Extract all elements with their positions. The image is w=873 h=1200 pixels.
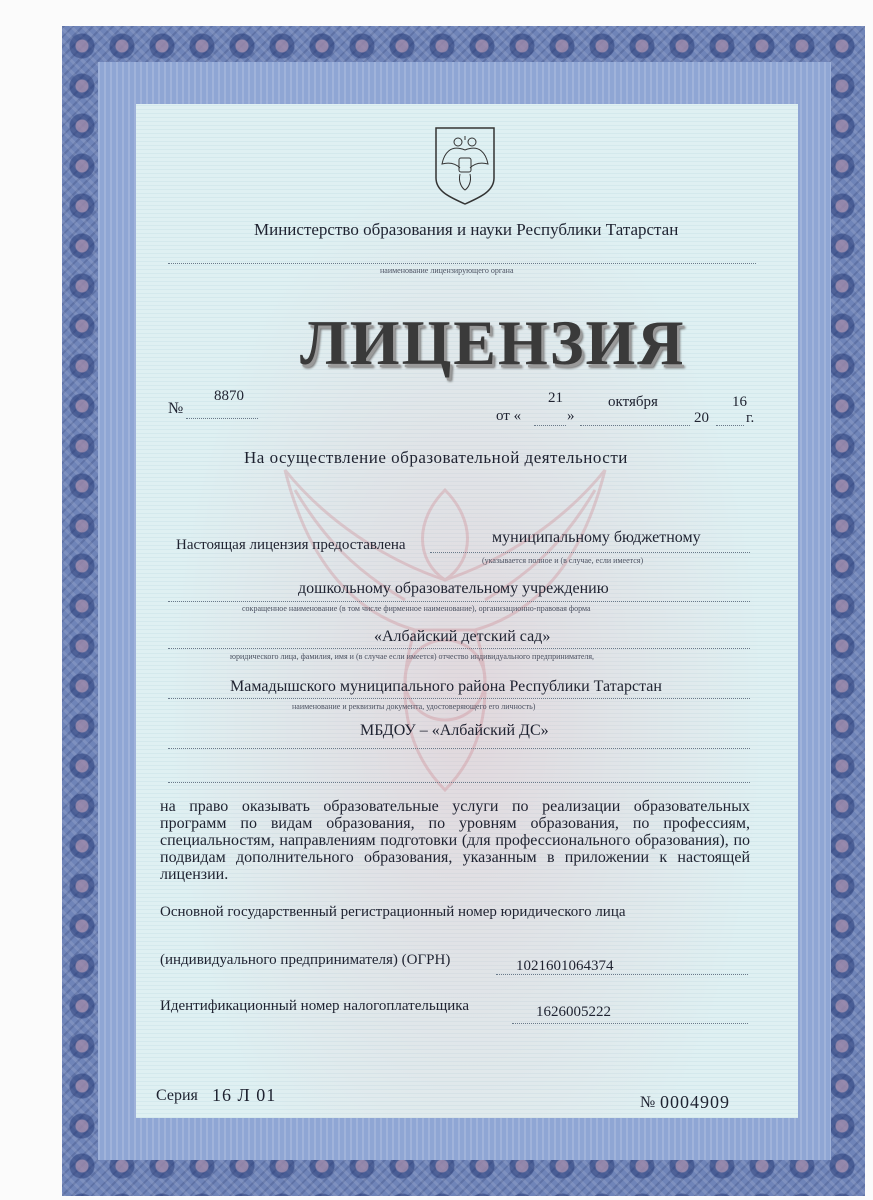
ogrn-value: 1021601064374	[516, 958, 614, 974]
date-century: 20	[694, 410, 709, 426]
rights-text: на право оказывать образовательные услуги по реализации образовательных программ по видам образования, по уровням образования, по профессиям, специальностям, направлениям подготовки (для профессионального образования), по подвидам дополнительного образования, указанным в приложении к настоящей лицензии.	[160, 798, 750, 883]
blank-number-value: 0004909	[660, 1092, 730, 1112]
licensee-caption-4: наименование и реквизиты документа, удостоверяющего его личность)	[292, 702, 536, 711]
ministry-name: Министерство образования и науки Республики Татарстан	[254, 220, 679, 239]
licensee-line-1: муниципальному бюджетному	[492, 529, 701, 546]
licensee-line-3: «Албайский детский сад»	[374, 628, 551, 645]
licensee-underline-4	[168, 698, 750, 699]
inn-value: 1626005222	[536, 1004, 611, 1020]
inn-underline	[512, 1023, 748, 1024]
date-close-quote: »	[567, 408, 575, 424]
licensee-caption-2: сокращенное наименование (в том числе фирменное наименование), организационно-правовая форма	[242, 604, 591, 613]
ogrn-underline	[496, 974, 748, 975]
coat-of-arms-icon	[432, 124, 498, 206]
license-subject: На осуществление образовательной деятельности	[244, 448, 628, 467]
blank-number-label: №	[640, 1094, 656, 1111]
date-day: 21	[548, 390, 563, 406]
ministry-caption: наименование лицензирующего органа	[380, 266, 514, 275]
date-day-underline	[534, 425, 566, 426]
ogrn-label-line-1: Основной государственный регистрационный номер юридического лица	[160, 904, 626, 920]
date-year-underline	[716, 425, 744, 426]
licensee-line-4: Мамадышского муниципального района Республики Татарстан	[230, 678, 662, 695]
licensee-line-5: МБДОУ – «Албайский ДС»	[360, 722, 549, 739]
number-label: №	[168, 400, 184, 417]
licensee-underline-2	[168, 601, 750, 602]
inn-label: Идентификационный номер налогоплательщика	[160, 998, 470, 1014]
licensee-caption-3: юридического лица, фамилия, имя и (в случае если имеется) отчество индивидуального предпринимателя,	[230, 652, 595, 661]
ogrn-label-line-2: (индивидуального предпринимателя) (ОГРН)	[160, 952, 451, 968]
license-number: 8870	[214, 388, 244, 404]
number-underline	[186, 418, 258, 419]
licensee-underline-1	[430, 552, 750, 553]
ministry-underline	[168, 263, 756, 264]
date-month-underline	[580, 425, 690, 426]
licensee-underline-3	[168, 648, 750, 649]
date-suffix: г.	[746, 410, 755, 426]
document-title: ЛИЦЕНЗИЯ	[300, 307, 686, 378]
series-label: Серия	[156, 1087, 198, 1104]
granted-label: Настоящая лицензия предоставлена	[176, 537, 406, 553]
licensee-caption-1: (указывается полное и (в случае, если имеется)	[482, 556, 644, 565]
licensee-line-2: дошкольному образовательному учреждению	[298, 580, 609, 597]
date-year: 16	[732, 394, 747, 410]
date-month: октября	[608, 394, 658, 410]
series-value: 16 Л 01	[212, 1085, 277, 1105]
background-eagle-icon	[265, 430, 625, 810]
date-from-label: от «	[496, 408, 522, 424]
licensee-underline-5	[168, 748, 750, 749]
licensee-underline-6	[168, 782, 750, 783]
